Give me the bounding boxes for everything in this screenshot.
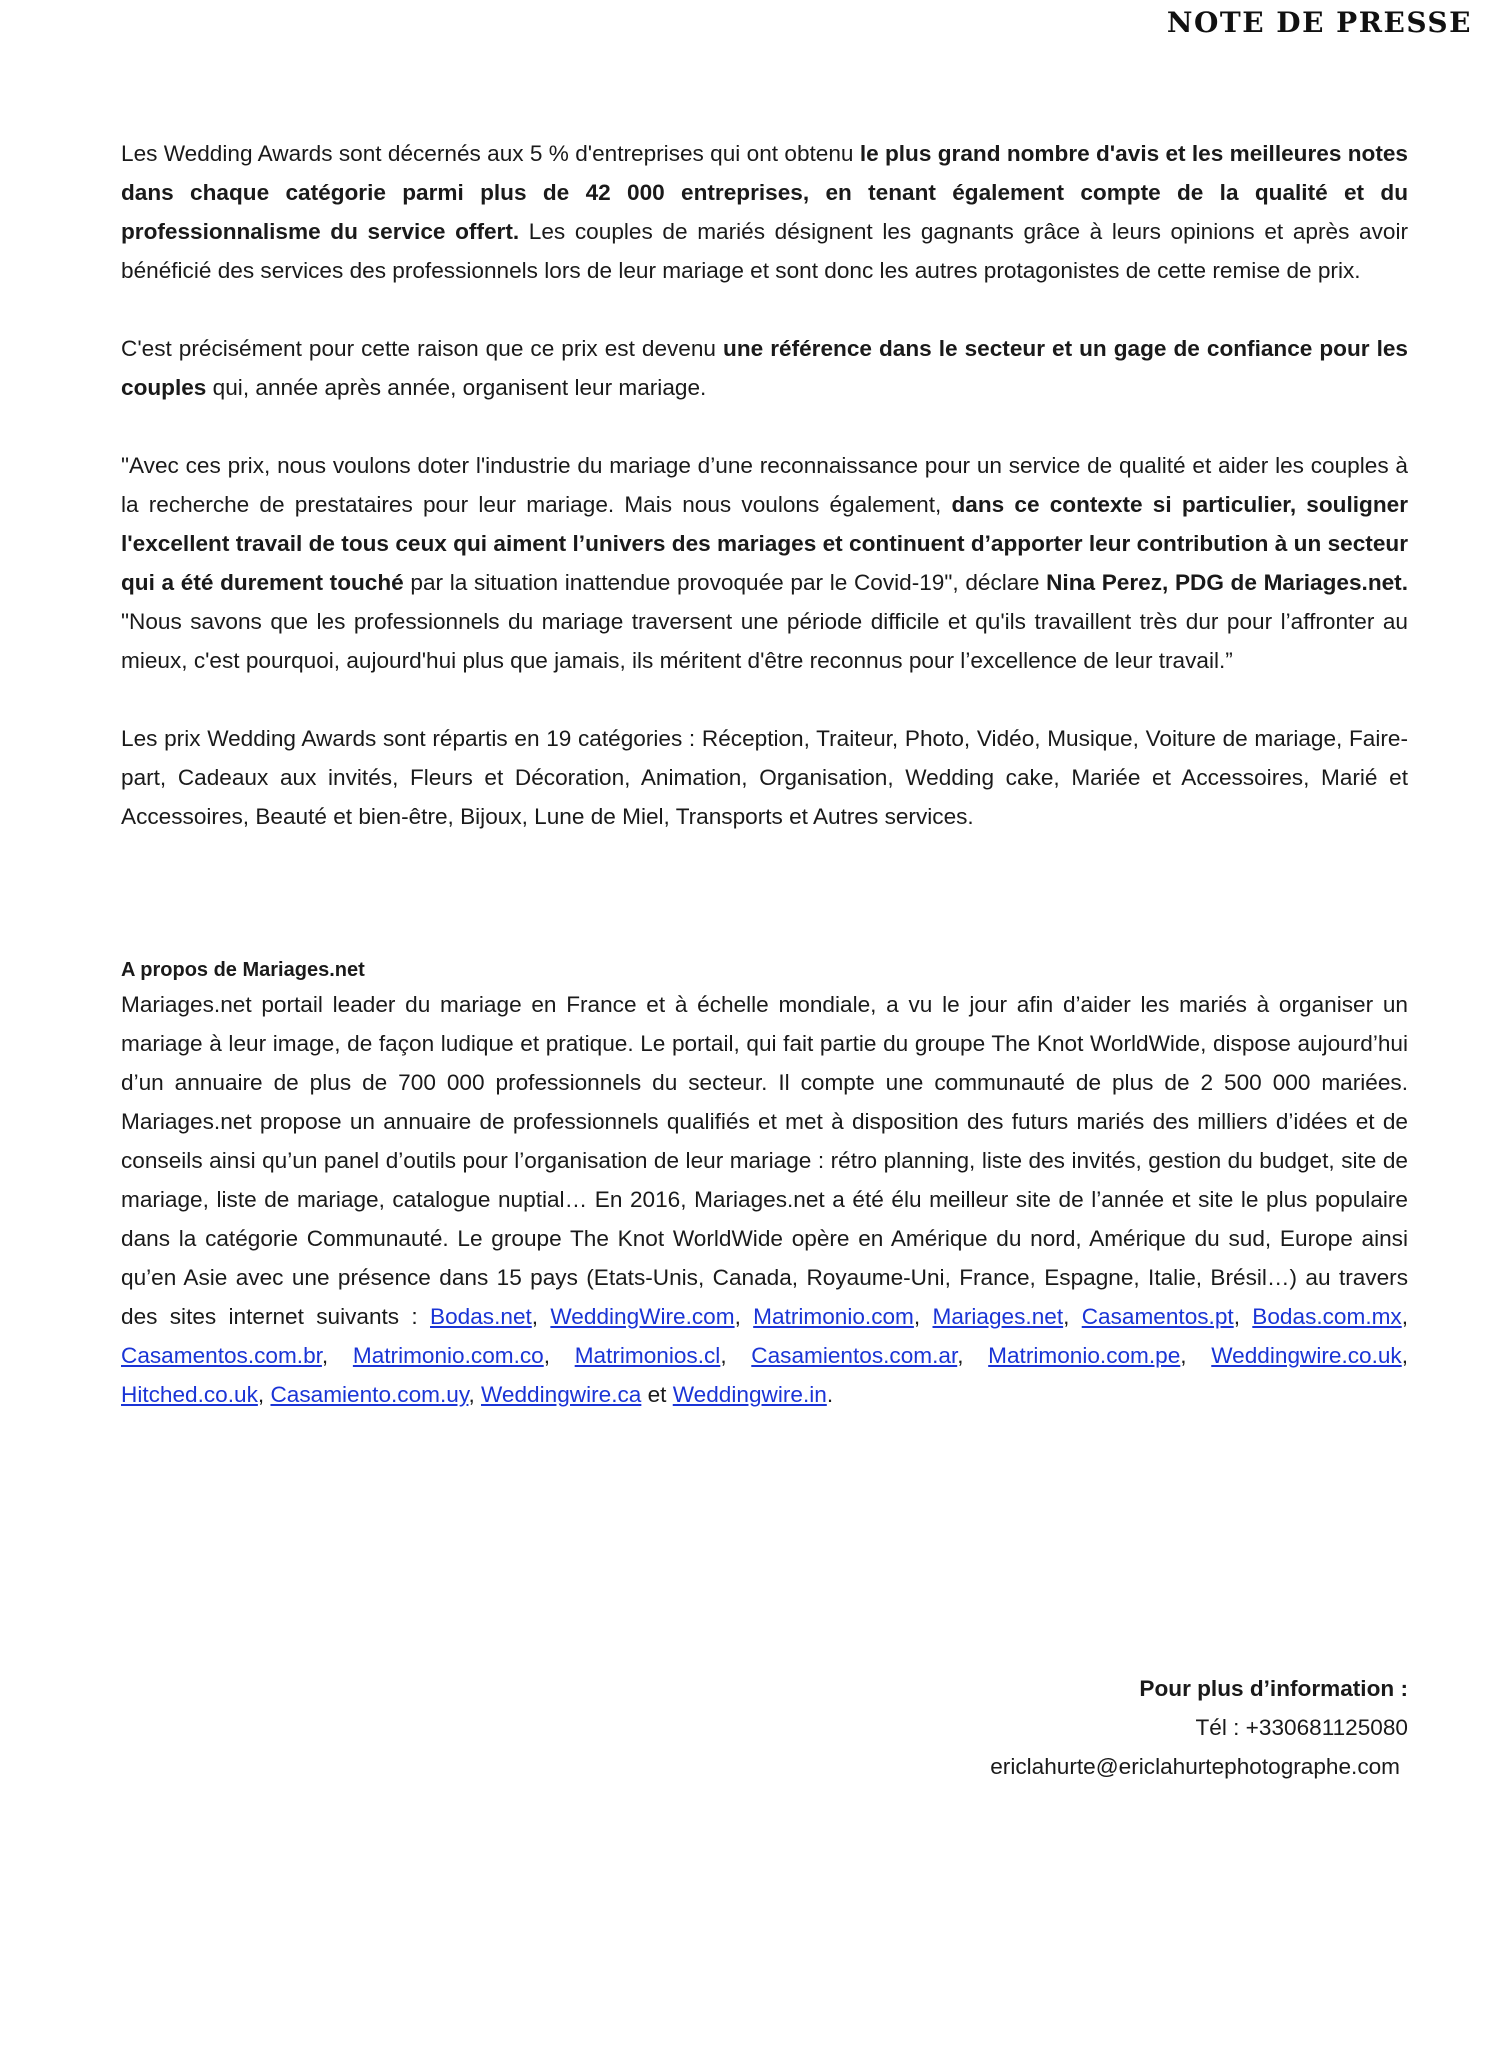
paragraph-text: qui, année après année, organisent leur mariage. (206, 375, 707, 400)
link-separator: , (321, 1343, 353, 1368)
site-link-casamiento-com-uy[interactable]: Casamiento.com.uy (270, 1382, 469, 1407)
link-separator: , (1180, 1343, 1212, 1368)
link-separator: , (734, 1304, 754, 1329)
site-link-casamientos-com-ar[interactable]: Casamientos.com.ar (751, 1343, 958, 1368)
paragraph-awards-intro (121, 134, 1408, 290)
site-link-weddingwire-co-uk[interactable]: Weddingwire.co.uk (1211, 1343, 1402, 1368)
site-link-matrimonio-com-pe[interactable]: Matrimonio.com.pe (988, 1343, 1181, 1368)
paragraph-bold-text: le plus grand nombre d'avis et les meilleures notes dans chaque catégorie parmi plus de 42 000 entreprises, en tenant également compte de la qualité et du professionnalisme du service offert. (121, 141, 1408, 244)
paragraph-reference (121, 329, 1408, 407)
paragraph-text: Les couples de mariés désignent les gagnants grâce à leurs opinions et après avoir bénéficié des services des professionnels lors de leur mariage et sont donc les autres protagonistes de cette remise de prix. (121, 219, 1409, 283)
quote-author: Nina Perez, PDG de Mariages.net. (1046, 570, 1408, 595)
link-separator: , (720, 1343, 752, 1368)
link-separator: , (257, 1382, 271, 1407)
about-text (121, 985, 1408, 1414)
contact-heading: Pour plus d’information : (1139, 1676, 1408, 1701)
site-link-bodas-com-mx[interactable]: Bodas.com.mx (1252, 1304, 1402, 1329)
site-link-matrimonios-cl[interactable]: Matrimonios.cl (574, 1343, 721, 1368)
about-heading: A propos de Mariages.net (121, 959, 365, 981)
site-link-bodas-net[interactable]: Bodas.net (430, 1304, 532, 1329)
link-separator: et (641, 1382, 673, 1407)
site-link-casamentos-pt[interactable]: Casamentos.pt (1081, 1304, 1234, 1329)
contact-phone: Tél : +330681125080 (1195, 1715, 1408, 1740)
contact-email: ericlahurte@ericlahurtephotographe.com (990, 1754, 1400, 1779)
site-link-matrimonio-com[interactable]: Matrimonio.com (753, 1304, 914, 1329)
paragraph-text: C'est précisément pour cette raison que ce prix est devenu (121, 336, 724, 361)
site-link-weddingwire-ca[interactable]: Weddingwire.ca (481, 1382, 642, 1407)
paragraph-text: Les Wedding Awards sont décernés aux 5 % d'entreprises qui ont obtenu (121, 141, 860, 166)
link-separator: , (468, 1382, 481, 1407)
link-separator: , (1401, 1343, 1409, 1368)
link-separator: , (957, 1343, 989, 1368)
link-separator: , (543, 1343, 575, 1368)
about-body: Mariages.net portail leader du mariage en France et à échelle mondiale, a vu le jour afin d’aider les mariés à organiser un mariage à leur image, de façon ludique et pratique. Le portail, qui fait partie du groupe The Knot WorldWide, dispose aujourd’hui d’un annuaire de plus de 700 000 professionnels du secteur. Il compte une communauté de plus de 2 500 000 mariées. Mariages.net propose un annuaire de professionnels qualifiés et met à disposition des futurs mariés des milliers d’idées et de conseils ainsi qu’un panel d’outils pour l’organisation de leur mariage : rétro planning, liste des invités, gestion du budget, site de mariage, liste de mariage, catalogue nuptial… En 2016, Mariages.net a été élu meilleur site de l’année et site le plus populaire dans la catégorie Communauté. Le groupe The Knot WorldWide opère en Amérique du nord, Amérique du sud, Europe ainsi qu’en Asie avec une présence dans 15 pays (Etats-Unis, Canada, Royaume-Uni, France, Espagne, Italie, Brésil…) au travers des sites internet suivants : (121, 992, 1408, 1329)
contact-block (990, 1669, 1408, 1786)
site-link-weddingwire-com[interactable]: WeddingWire.com (550, 1304, 735, 1329)
link-separator: , (1401, 1304, 1408, 1329)
paragraph-text: par la situation inattendue provoquée par le Covid-19", déclare (403, 570, 1047, 595)
link-separator: , (531, 1304, 551, 1329)
link-separator: , (1063, 1304, 1082, 1329)
site-link-casamentos-com-br[interactable]: Casamentos.com.br (121, 1343, 322, 1368)
paragraph-categories: Les prix Wedding Awards sont répartis en 19 catégories : Réception, Traiteur, Photo, Vidéo, Musique, Voiture de mariage, Faire-part, Cadeaux aux invités, Fleurs et Décoration, Animation, Organisation, Wedding cake, Mariée et Accessoires, Marié et Accessoires, Beauté et bien-être, Bijoux, Lune de Miel, Transports et Autres services. (121, 726, 1408, 829)
paragraph-quote (121, 446, 1408, 680)
about-ending: . (826, 1382, 834, 1407)
paragraph-text: "Nous savons que les professionnels du mariage traversent une période difficile et qu'ils travaillent très dur pour l’affronter au mieux, c'est pourquoi, aujourd'hui plus que jamais, ils méritent d'être reconnus pour l’excellence de leur travail.” (121, 609, 1408, 673)
main-content (121, 134, 1408, 1414)
paragraph-bold-text: dans ce contexte si particulier, souligner l'excellent travail de tous ceux qui aiment l’univers des mariages et continuent d’apporter leur contribution à un secteur qui a été durement touché (121, 492, 1408, 595)
site-link-weddingwire-in[interactable]: Weddingwire.in (672, 1382, 827, 1407)
site-link-hitched-co-uk[interactable]: Hitched.co.uk (121, 1382, 258, 1407)
link-separator: , (1233, 1304, 1253, 1329)
paragraph-bold-text: une référence dans le secteur et un gage de confiance pour les couples (121, 336, 1408, 400)
site-link-mariages-net[interactable]: Mariages.net (932, 1304, 1064, 1329)
link-separator: , (913, 1304, 933, 1329)
document-header-title: NOTE DE PRESSE (1166, 6, 1472, 39)
paragraph-text: "Avec ces prix, nous voulons doter l'industrie du mariage d’une reconnaissance pour un service de qualité et aider les couples à la recherche de prestataires pour leur mariage. Mais nous voulons également, (121, 453, 1408, 517)
site-link-matrimonio-com-co[interactable]: Matrimonio.com.co (352, 1343, 544, 1368)
